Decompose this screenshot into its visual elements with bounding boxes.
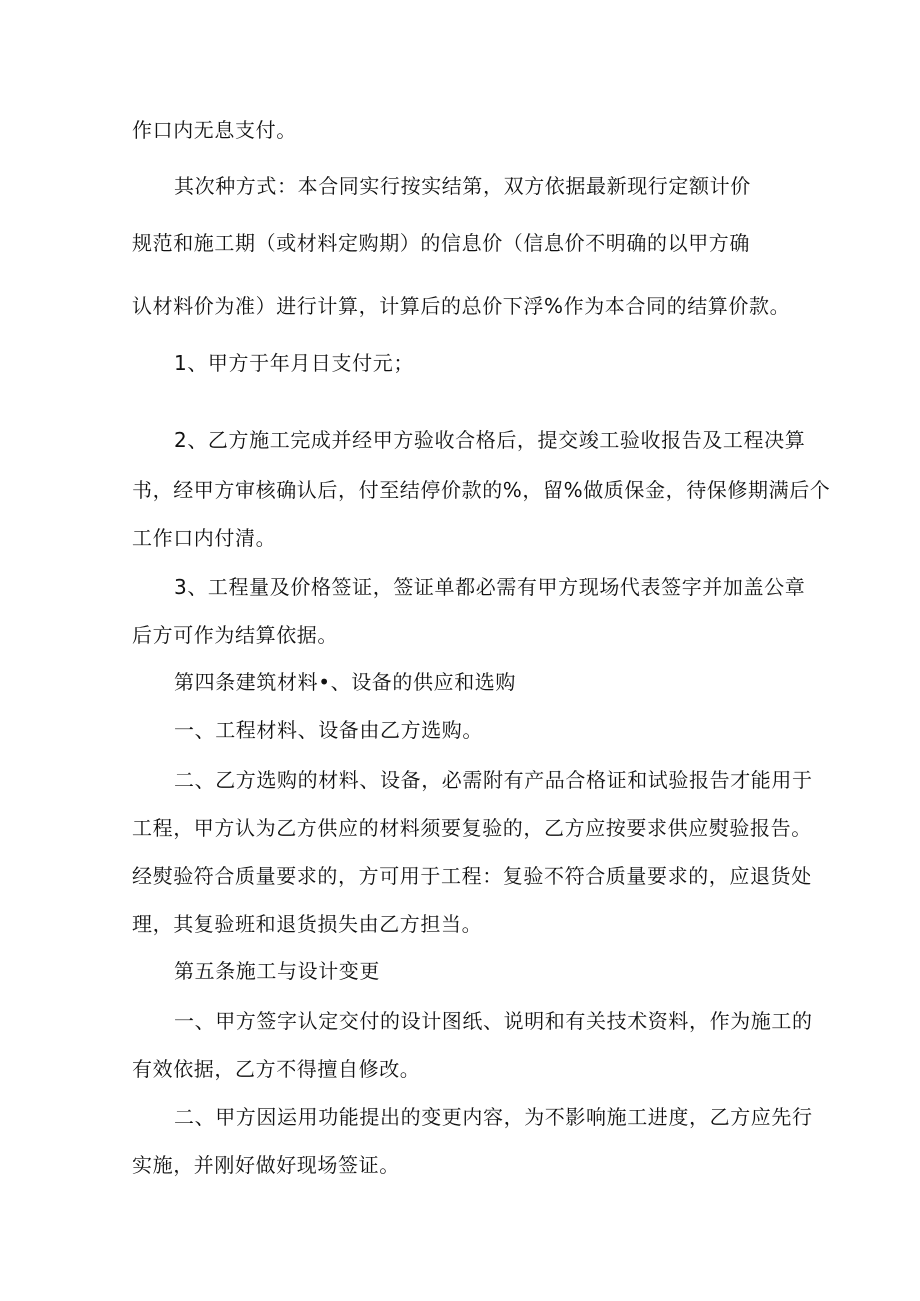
section-heading: 第四条建筑材料•、设备的供应和选购 (174, 670, 516, 694)
text-line: 其次种方式：本合同实行按实结第，双方依据最新现行定额计价 (174, 174, 751, 198)
text-line: 实施，并刚好做好现场签证。 (132, 1153, 400, 1177)
text-line: 规范和施工期（或材料定购期）的信息价（信息价不明确的以甲方确 (132, 231, 750, 255)
text-line: 经熨验符合质量要求的，方可用于工程：复验不符合质量要求的，应退货处 (132, 864, 812, 888)
section-heading: 第五条施工与设计变更 (174, 959, 380, 983)
text-line: 1、甲方于年月日支付元； (174, 351, 414, 375)
text-line: 后方可作为结算依据。 (132, 623, 338, 647)
text-line: 一、工程材料、设备由乙方选购。 (174, 718, 483, 742)
text-line: 3、工程量及价格签证，签证单都必需有甲方现场代表签字并加盖公章 (174, 575, 806, 599)
text-line: 有效依据，乙方不得擅自修改。 (132, 1057, 421, 1081)
text-line: 2、乙方施工完成并经甲方验收合格后，提交竣工验收报告及工程决算 (174, 428, 806, 452)
text-line: 理，其复验班和退货损失由乙方担当。 (132, 912, 483, 936)
text-line: 书，经甲方审核确认后，付至结停价款的%，留%做质保金，待保修期满后个 (132, 478, 831, 502)
text-line: 工作口内付清。 (132, 526, 277, 550)
text-line: 工程，甲方认为乙方供应的材料须要复验的，乙方应按要求供应熨验报告。 (132, 816, 812, 840)
text-line: 一、甲方签字认定交付的设计图纸、说明和有关技术资料，作为施工的 (174, 1009, 813, 1033)
text-line: 二、乙方选购的材料、设备，必需附有产品合格证和试验报告才能用于 (174, 768, 813, 792)
text-line: 作口内无息支付。 (132, 118, 297, 142)
text-line: 二、甲方因运用功能提出的变更内容，为不影响施工进度，乙方应先行 (174, 1105, 813, 1129)
text-line: 认材料价为准）进行计算，计算后的总价下浮%作为本合同的结算价款。 (132, 294, 791, 318)
